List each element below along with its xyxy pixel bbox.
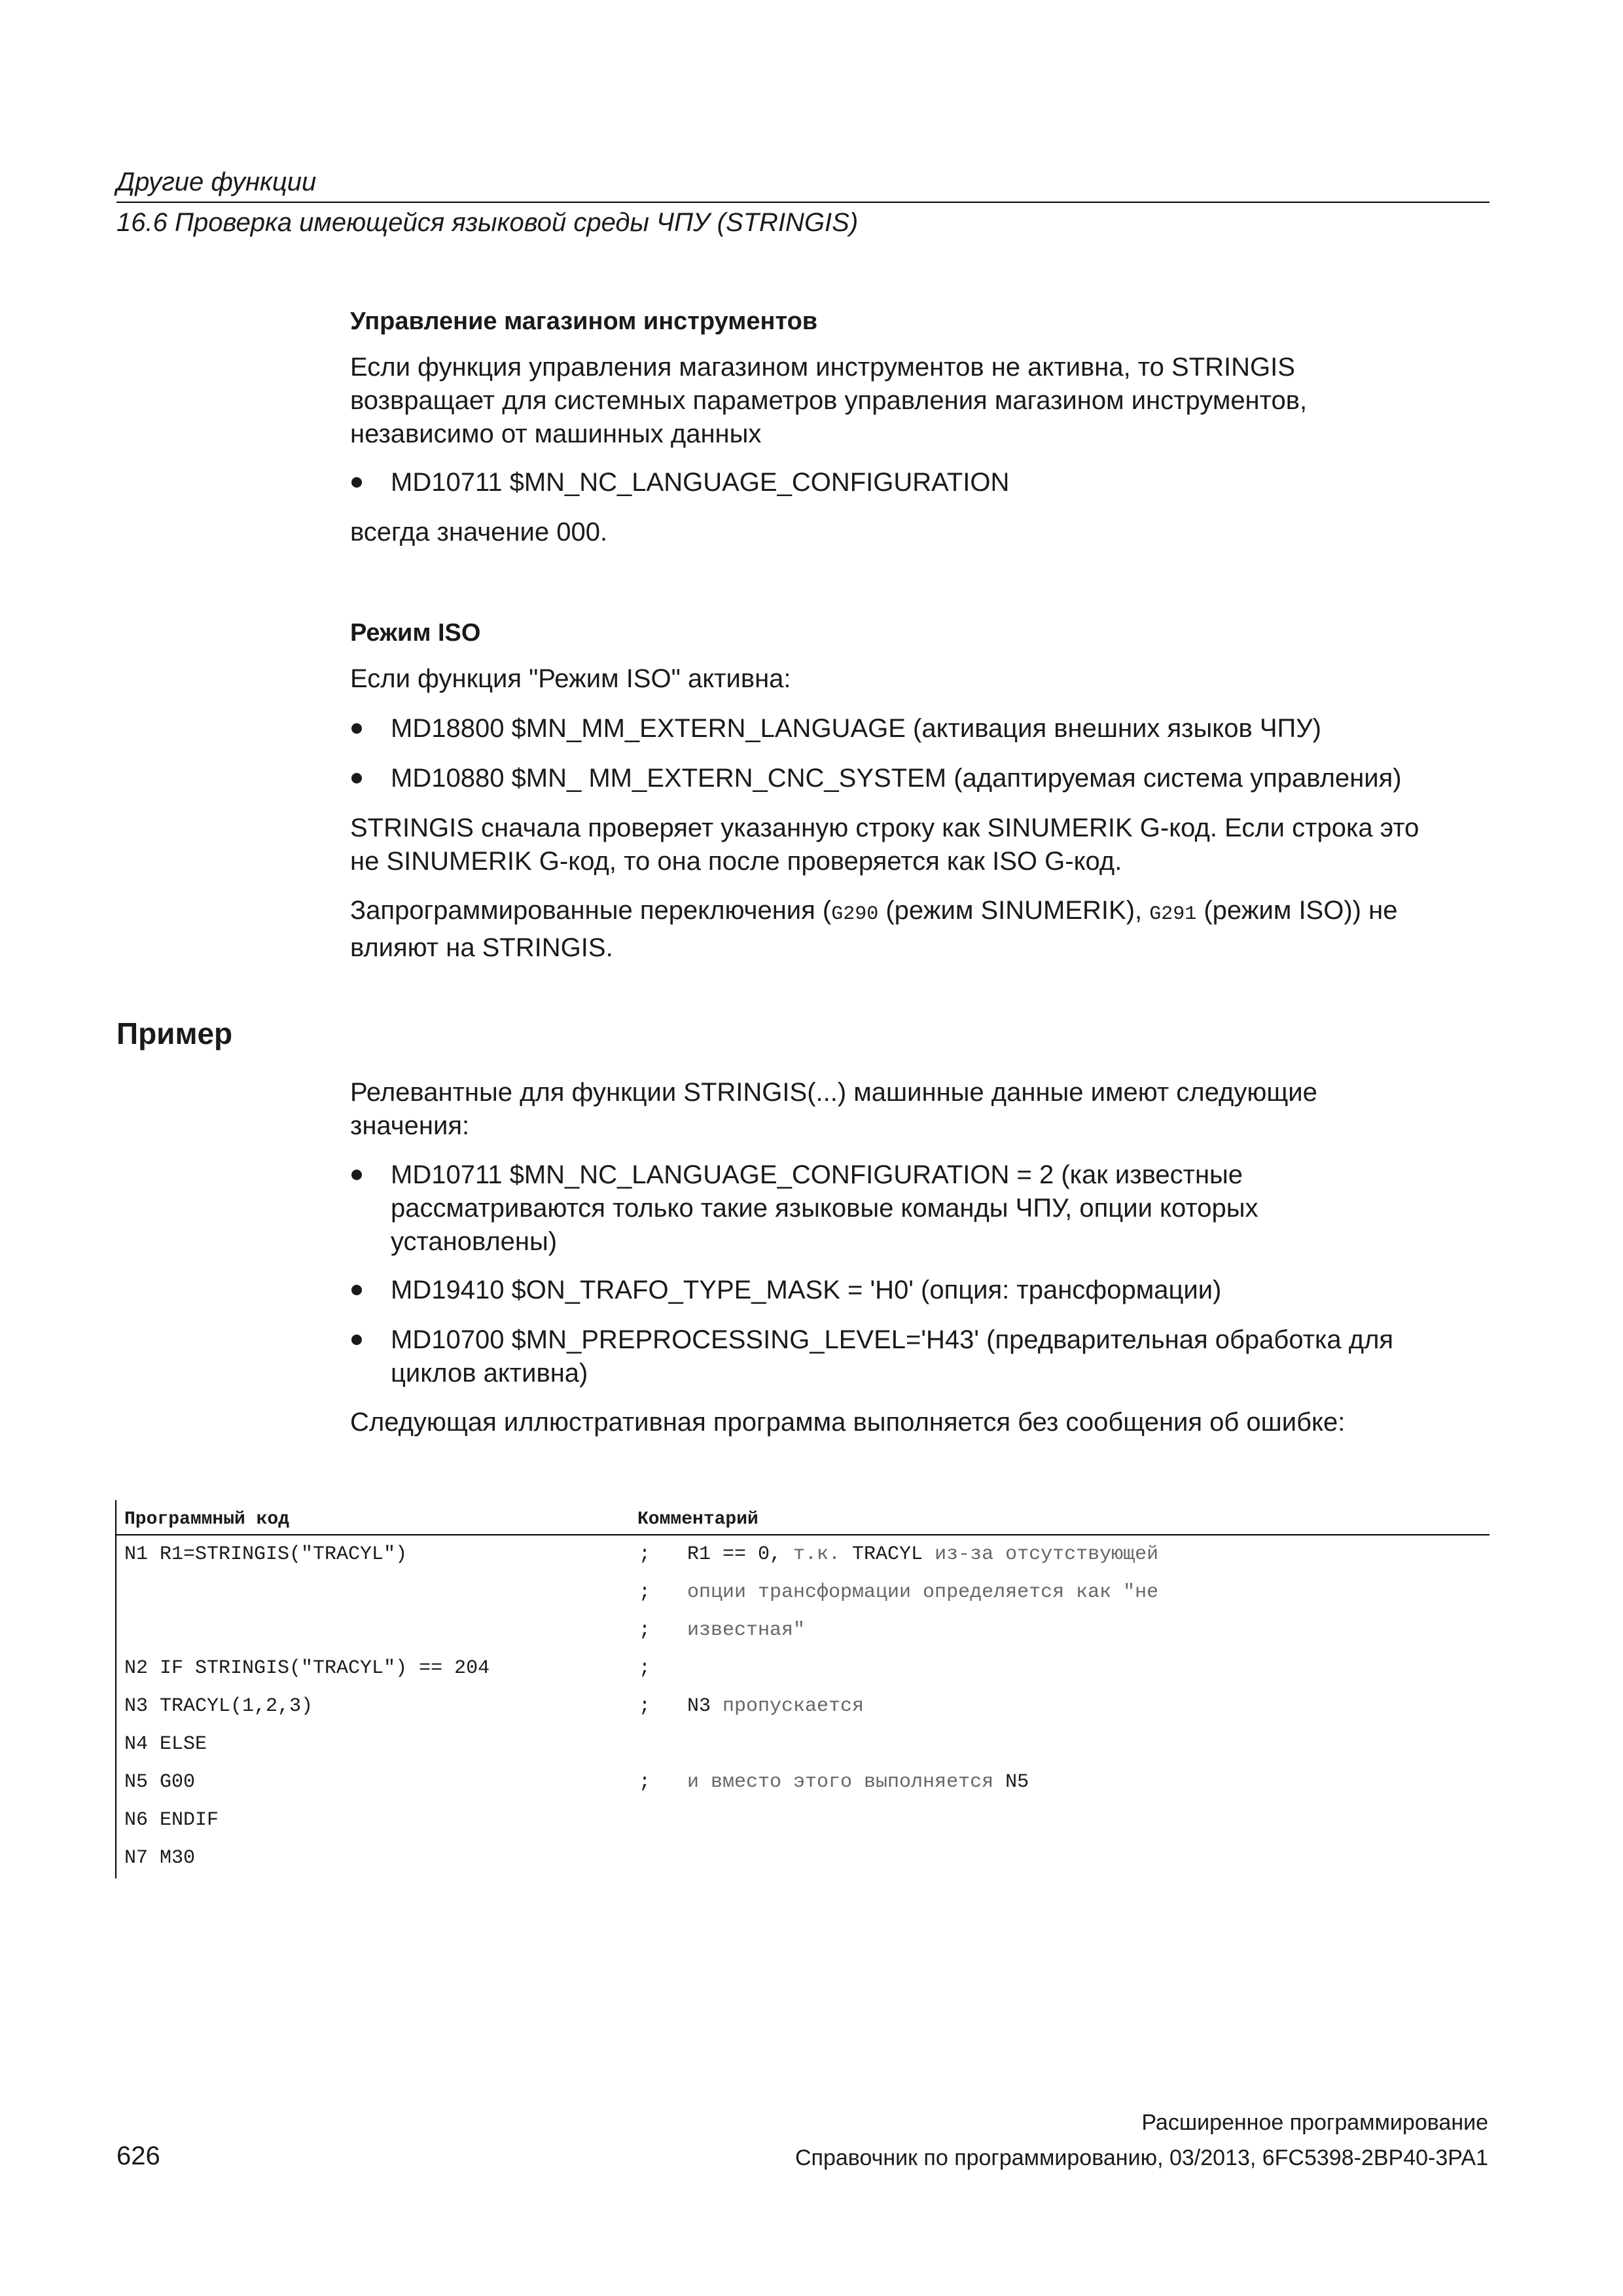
bullet-item [350, 762, 1492, 795]
comment-span: N5 [1005, 1771, 1029, 1793]
footer-reference: Справочник по программированию, 03/2013, 6FC5398-2BP40-3PA1 [795, 2145, 1488, 2170]
comment-cell [687, 1581, 1158, 1604]
table-row [115, 1690, 1489, 1728]
paragraph-example-intro [350, 1076, 1489, 1143]
table-row [115, 1728, 1489, 1766]
comment-marker: ; [639, 1581, 651, 1604]
text-line [350, 894, 1489, 931]
page-number: 626 [116, 2142, 160, 2170]
comment-span: TRACYL [852, 1543, 923, 1566]
code-cell: N1 R1=STRINGIS("TRACYL") [124, 1543, 408, 1566]
text-line: не SINUMERIK G-код, то она после проверяется как ISO G-код. [350, 847, 1122, 876]
comment-marker: ; [639, 1619, 651, 1641]
table-row [115, 1614, 1489, 1652]
text-line: независимо от машинных данных [350, 420, 762, 448]
running-header-section: 16.6 Проверка имеющейся языковой среды ЧПУ (STRINGIS) [116, 208, 859, 237]
code-g290: G290 [831, 903, 879, 925]
bullet-text: MD10711 $MN_NC_LANGUAGE_CONFIGURATION = 2 (как известные [391, 1160, 1243, 1189]
bullet-icon [351, 477, 362, 488]
bullet-item [350, 712, 1492, 745]
paragraph-iso-intro: Если функция "Режим ISO" активна: [350, 664, 791, 693]
column-header-comment: Комментарий [637, 1509, 758, 1530]
text-line: Если функция управления магазином инструментов не активна, то STRINGIS [350, 353, 1295, 382]
code-cell: N6 ENDIF [124, 1809, 219, 1831]
comment-span: N3 [687, 1695, 723, 1717]
text-line: влияют на STRINGIS. [350, 933, 613, 962]
bullet-text: MD10711 $MN_NC_LANGUAGE_CONFIGURATION [391, 468, 1010, 497]
bullet-icon [351, 773, 362, 783]
comment-marker: ; [639, 1771, 651, 1793]
bullet-icon [351, 1335, 362, 1345]
paragraph-stringis-check [350, 812, 1489, 878]
heading-iso-mode: Режим ISO [350, 619, 481, 647]
text-span: (режим ISO)) не [1196, 896, 1398, 925]
bullet-text: установлены) [391, 1227, 558, 1256]
heading-tool-management: Управление магазином инструментов [350, 308, 818, 335]
comment-marker: ; [639, 1543, 651, 1566]
text-line: возвращает для системных параметров управления магазином инструментов, [350, 386, 1308, 415]
comment-span: и вместо этого выполняется [687, 1771, 1006, 1793]
table-row [115, 1652, 1489, 1690]
bullet-text: рассматриваются только такие языковые команды ЧПУ, опции которых [391, 1194, 1258, 1223]
table-row [115, 1842, 1489, 1880]
table-row [115, 1804, 1489, 1842]
comment-span: R1 == 0, [687, 1543, 794, 1566]
footer-book-title: Расширенное программирование [1141, 2110, 1488, 2135]
paragraph-example-closing: Следующая иллюстративная программа выполняется без сообщения об ошибке: [350, 1408, 1346, 1437]
comment-span: опции трансформации определяется как "не [687, 1581, 1159, 1604]
comment-marker: ; [639, 1657, 651, 1679]
bullet-icon [351, 1285, 362, 1295]
bullet-item [350, 1158, 1492, 1259]
paragraph-tool-management [350, 351, 1489, 451]
code-cell: N7 M30 [124, 1847, 196, 1869]
bullet-text: MD19410 $ON_TRAFO_TYPE_MASK = 'H0' (опция: трансформации) [391, 1276, 1222, 1304]
bullet-text: MD10880 $MN_ MM_EXTERN_CNC_SYSTEM (адаптируемая система управления) [391, 764, 1402, 793]
code-cell: N5 G00 [124, 1771, 196, 1793]
comment-cell [687, 1771, 1029, 1793]
text-line: значения: [350, 1111, 470, 1140]
table-row [115, 1576, 1489, 1614]
paragraph-programmed-switching [350, 894, 1489, 965]
bullet-icon [351, 723, 362, 734]
code-cell: N3 TRACYL(1,2,3) [124, 1695, 313, 1717]
text-span: Запрограммированные переключения ( [350, 896, 832, 925]
table-header-rule [115, 1534, 1489, 1535]
comment-cell [687, 1695, 864, 1717]
bullet-item [350, 1274, 1492, 1307]
comment-span: пропускается [722, 1695, 865, 1717]
text-line: Релевантные для функции STRINGIS(...) машинные данные имеют следующие [350, 1078, 1317, 1107]
comment-cell [687, 1619, 805, 1641]
table-row [115, 1766, 1489, 1804]
code-cell: N4 ELSE [124, 1733, 207, 1755]
bullet-item [350, 466, 1492, 499]
text-span: (режим SINUMERIK), [878, 896, 1150, 925]
text-line: STRINGIS сначала проверяет указанную строку как SINUMERIK G-код. Если строка это [350, 814, 1419, 842]
running-header-chapter: Другие функции [116, 168, 317, 196]
bullet-item [350, 1323, 1492, 1390]
table-row [115, 1538, 1489, 1576]
bullet-text: MD18800 $MN_MM_EXTERN_LANGUAGE (активация внешних языков ЧПУ) [391, 714, 1321, 743]
code-cell: N2 IF STRINGIS("TRACYL") == 204 [124, 1657, 490, 1679]
code-g291: G291 [1149, 903, 1197, 925]
comment-span: т.к. [793, 1543, 853, 1566]
header-rule [116, 202, 1489, 203]
column-header-code: Программный код [124, 1509, 290, 1530]
code-table [115, 1500, 1489, 1878]
comment-marker: ; [639, 1695, 651, 1717]
paragraph-always-value: всегда значение 000. [350, 518, 608, 547]
comment-cell [687, 1543, 1158, 1566]
bullet-icon [351, 1170, 362, 1180]
bullet-text: MD10700 $MN_PREPROCESSING_LEVEL='H43' (предварительная обработка для [391, 1325, 1394, 1354]
comment-span: известная" [687, 1619, 806, 1641]
heading-example: Пример [116, 1016, 233, 1050]
bullet-text: циклов активна) [391, 1359, 588, 1388]
comment-span: из-за отсутствующей [923, 1543, 1159, 1566]
